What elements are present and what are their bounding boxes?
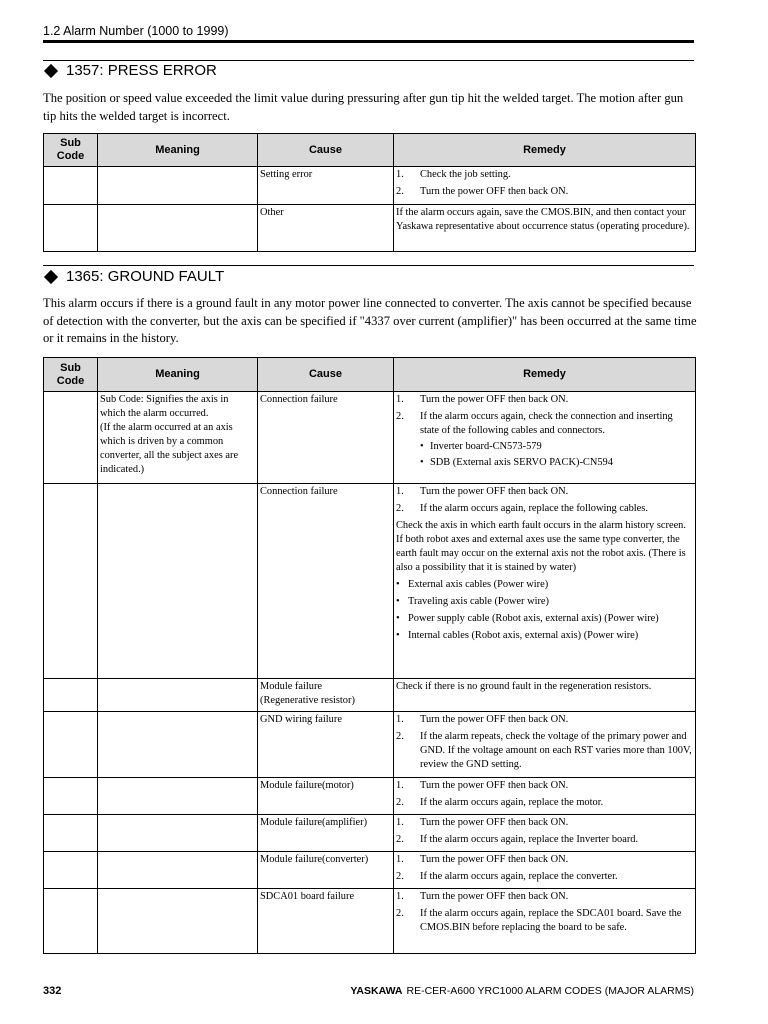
footer-doc-title (350, 985, 694, 997)
meaning-cell (98, 815, 258, 852)
col-remedy: Remedy (394, 134, 696, 167)
table-row (44, 778, 696, 815)
remedy-cell (394, 778, 696, 815)
running-header: 1.2 Alarm Number (1000 to 1999) (43, 24, 229, 38)
remedy-cell: Check if there is no ground fault in the regeneration resistors. (394, 679, 696, 712)
table-row (44, 712, 696, 778)
remedy-note: Check the axis in which earth fault occurs in the alarm history screen. If both robot axes and external axes use the same type converter, the earth fault may occur on the external axis not the robot axis. (There is also a possibility that it is stained by water) (396, 520, 686, 573)
remedy-step: 1. Turn the power OFF then back ON. (396, 780, 569, 791)
remedy-cell: If the alarm occurs again, save the CMOS.BIN, and then contact your Yaskawa representative about occurrence status (operating procedure). (394, 205, 696, 252)
remedy-sub-bullet: • SDB (External axis SERVO PACK)-CN594 (420, 457, 613, 468)
remedy-bullet: • Internal cables (Robot axis, external axis) (Power wire) (396, 630, 639, 641)
cause-cell: Module failure(motor) (258, 778, 394, 815)
meaning-cell: Sub Code: Signifies the axis in which the alarm occurred. (If the alarm occurred at an axis which is driven by a common converter, all the subject axes are indicated.) (98, 392, 258, 484)
remedy-bullet: • Traveling axis cable (Power wire) (396, 596, 550, 607)
meaning-cell (98, 484, 258, 679)
sub-code-cell (44, 889, 98, 954)
remedy-step: 2. If the alarm occurs again, check the connection and inserting state of the following cables and connectors. (396, 411, 673, 436)
remedy-bullet: • Power supply cable (Robot axis, external axis) (Power wire) (396, 613, 659, 624)
remedy-step: 1. Turn the power OFF then back ON. (396, 486, 569, 497)
remedy-bullet: • External axis cables (Power wire) (396, 579, 549, 590)
cause-cell: Module failure (Regenerative resistor) (258, 679, 394, 712)
col-sub-code: Sub Code (44, 358, 98, 392)
remedy-cell (394, 815, 696, 852)
meaning-cell (98, 778, 258, 815)
col-cause: Cause (258, 134, 394, 167)
remedy-step: 1. Turn the power OFF then back ON. (396, 854, 569, 865)
col-sub-code: Sub Code (44, 134, 98, 167)
meaning-cell (98, 205, 258, 252)
diamond-bullet-icon (44, 269, 58, 283)
remedy-cell (394, 392, 696, 484)
remedy-step: 2. If the alarm occurs again, replace the motor. (396, 797, 604, 808)
remedy-cell (394, 852, 696, 889)
sub-code-cell (44, 712, 98, 778)
remedy-step: 1. Turn the power OFF then back ON. (396, 817, 569, 828)
meaning-cell (98, 852, 258, 889)
remedy-step: 1. Check the job setting. (396, 169, 511, 180)
diamond-bullet-icon (44, 63, 58, 77)
remedy-step: 2. If the alarm repeats, check the voltage of the primary power and GND. If the voltage amount on each RST varies more than 100V, review the GND setting. (396, 731, 692, 770)
section-rule (43, 60, 694, 61)
remedy-cell (394, 712, 696, 778)
table-row (44, 889, 696, 954)
remedy-step: 1. Turn the power OFF then back ON. (396, 714, 569, 725)
sub-code-cell (44, 484, 98, 679)
cause-cell: Module failure(converter) (258, 852, 394, 889)
meaning-cell (98, 889, 258, 954)
col-meaning: Meaning (98, 358, 258, 392)
table-row (44, 392, 696, 484)
sub-code-cell (44, 205, 98, 252)
col-meaning: Meaning (98, 134, 258, 167)
cause-cell: Connection failure (258, 392, 394, 484)
alarm-1357-table (43, 133, 696, 252)
cause-cell: SDCA01 board failure (258, 889, 394, 954)
section-rule (43, 265, 694, 266)
sub-code-cell (44, 815, 98, 852)
alarm-1357-title: 1357: PRESS ERROR (43, 62, 217, 79)
table-row (44, 167, 696, 205)
table-row (44, 205, 696, 252)
cause-cell: Module failure(amplifier) (258, 815, 394, 852)
col-remedy: Remedy (394, 358, 696, 392)
brand-name: YASKAWA (350, 985, 403, 997)
sub-code-cell (44, 392, 98, 484)
meaning-cell (98, 712, 258, 778)
cause-cell: GND wiring failure (258, 712, 394, 778)
remedy-step: 1. Turn the power OFF then back ON. (396, 891, 569, 902)
meaning-cell (98, 679, 258, 712)
sub-code-cell (44, 852, 98, 889)
table-row (44, 815, 696, 852)
remedy-step: 1. Turn the power OFF then back ON. (396, 394, 569, 405)
alarm-1357-description: The position or speed value exceeded the limit value during pressuring after gun tip hit the welded target. The motion after gun tip hits the welded target is incorrect. (43, 91, 684, 123)
sub-code-cell (44, 167, 98, 205)
remedy-step: 2. If the alarm occurs again, replace the following cables. (396, 503, 648, 514)
remedy-step: 2. If the alarm occurs again, replace the Inverter board. (396, 834, 639, 845)
cause-cell: Connection failure (258, 484, 394, 679)
sub-code-cell (44, 778, 98, 815)
header-rule (43, 40, 694, 43)
remedy-sub-bullet: • Inverter board-CN573-579 (420, 441, 542, 452)
remedy-cell (394, 484, 696, 679)
col-cause: Cause (258, 358, 394, 392)
table-row (44, 679, 696, 712)
cause-cell: Setting error (258, 167, 394, 205)
table-row (44, 852, 696, 889)
alarm-1365-description: This alarm occurs if there is a ground fault in any motor power line connected to converter. The axis cannot be specified because of detection with the converter, but the axis can be specified if "4337 over current (amplifier)" has been occurred at the same time or it remains in the history. (43, 296, 697, 345)
doc-title: RE-CER-A600 YRC1000 ALARM CODES (MAJOR ALARMS) (406, 985, 694, 997)
meaning-cell (98, 167, 258, 205)
alarm-1365-table (43, 357, 696, 954)
remedy-cell (394, 167, 696, 205)
sub-code-cell (44, 679, 98, 712)
page-number: 332 (43, 985, 62, 997)
remedy-step: 2. If the alarm occurs again, replace the converter. (396, 871, 618, 882)
remedy-step: 2. Turn the power OFF then back ON. (396, 186, 569, 197)
cause-cell: Other (258, 205, 394, 252)
remedy-cell (394, 889, 696, 954)
table-row (44, 484, 696, 679)
alarm-1365-title: 1365: GROUND FAULT (43, 268, 224, 285)
remedy-step: 2. If the alarm occurs again, replace the SDCA01 board. Save the CMOS.BIN before replacing the board to be safe. (396, 908, 682, 933)
